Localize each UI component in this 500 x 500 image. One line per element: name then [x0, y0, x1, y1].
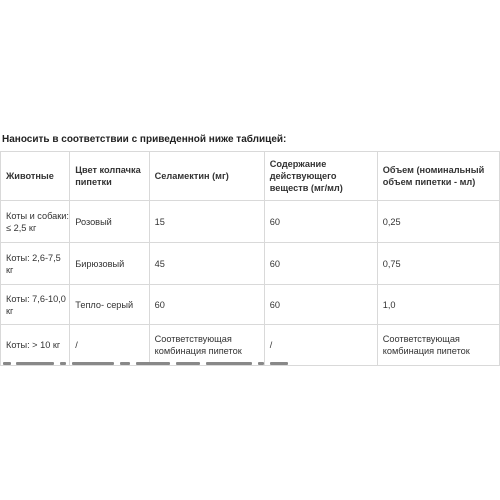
header-volume: Объем (номинальный объем пипетки - мл) [377, 152, 499, 201]
cell-concentration: 60 [264, 285, 377, 325]
cell-selamectin: Соответствующая комбинация пипеток [149, 325, 264, 366]
table-header-row [1, 152, 500, 201]
cell-animals: Коты: 2,6-7,5 кг [1, 243, 70, 285]
cell-cap-color: Тепло- серый [70, 285, 149, 325]
header-selamectin: Селамектин (мг) [149, 152, 264, 201]
cell-cap-color: / [70, 325, 149, 366]
cell-animals: Коты: 7,6-10,0 кг [1, 285, 70, 325]
table-row [1, 201, 500, 243]
cell-volume: 0,75 [377, 243, 499, 285]
intro-text: Наносить в соответствии с приведенной ниже таблицей: [2, 134, 287, 145]
table-row [1, 325, 500, 366]
cell-volume: 1,0 [377, 285, 499, 325]
cell-concentration: 60 [264, 243, 377, 285]
cell-cap-color: Розовый [70, 201, 149, 243]
cell-volume: 0,25 [377, 201, 499, 243]
clipped-text-line [0, 361, 300, 366]
dosage-table [0, 151, 500, 366]
cell-volume: Соответствующая комбинация пипеток [377, 325, 499, 366]
table-row [1, 243, 500, 285]
cell-cap-color: Бирюзовый [70, 243, 149, 285]
cell-animals: Коты и собаки: ≤ 2,5 кг [1, 201, 70, 243]
table-row [1, 285, 500, 325]
header-animals: Животные [1, 152, 70, 201]
cell-selamectin: 15 [149, 201, 264, 243]
cell-selamectin: 45 [149, 243, 264, 285]
cell-selamectin: 60 [149, 285, 264, 325]
cell-concentration: / [264, 325, 377, 366]
cell-concentration: 60 [264, 201, 377, 243]
header-cap-color: Цвет колпачка пипетки [70, 152, 149, 201]
header-concentration: Содержание действующего веществ (мг/мл) [264, 152, 377, 201]
cell-animals: Коты: > 10 кг [1, 325, 70, 366]
